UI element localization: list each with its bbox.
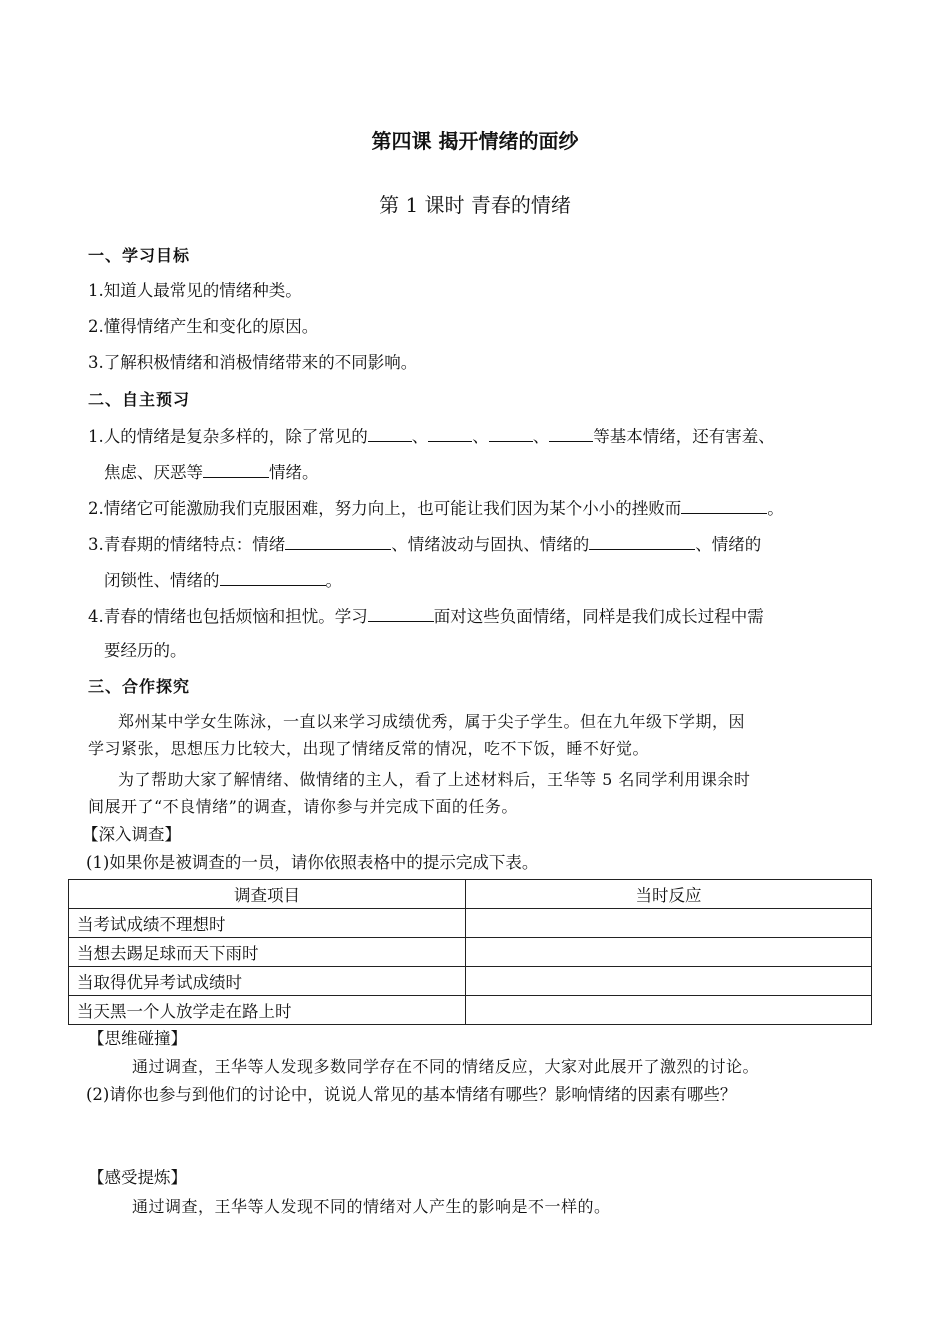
- answer-blank[interactable]: [368, 603, 434, 622]
- question-text: 焦虑、厌恶等: [104, 463, 203, 482]
- goal-item: 1.知道人最常见的情绪种类。: [88, 281, 302, 300]
- preview-question-3: [88, 531, 761, 557]
- answer-blank[interactable]: [489, 423, 533, 442]
- table-row: [69, 938, 872, 967]
- survey-table: [68, 879, 872, 1025]
- table-cell-reaction[interactable]: [466, 967, 872, 996]
- preview-question-1: [88, 423, 775, 449]
- table-cell-item: 当想去踢足球而天下雨时: [69, 938, 466, 967]
- tag-feeling-refine: 【感受提炼】: [88, 1168, 187, 1187]
- answer-blank[interactable]: [220, 567, 326, 586]
- question-text: 2.情绪它可能激励我们克服困难，努力向上，也可能让我们因为某个小小的挫败而: [88, 499, 682, 518]
- table-cell-reaction[interactable]: [466, 938, 872, 967]
- discussion-paragraph: 通过调查，王华等人发现多数同学存在不同的情绪反应，大家对此展开了激烈的讨论。: [132, 1057, 760, 1076]
- table-row: [69, 967, 872, 996]
- table-header-item: 调查项目: [69, 880, 466, 909]
- lesson-subtitle: 第 1 课时 青春的情绪: [379, 193, 571, 217]
- question-text: 4.青春的情绪也包括烦恼和担忧。学习: [88, 607, 368, 626]
- answer-blank[interactable]: [203, 459, 269, 478]
- table-cell-item: 当取得优异考试成绩时: [69, 967, 466, 996]
- case-paragraph-line: 郑州某中学女生陈泳，一直以来学习成绩优秀，属于尖子学生。但在九年级下学期，因: [118, 712, 746, 731]
- answer-blank[interactable]: [428, 423, 472, 442]
- question-text: 面对这些负面情绪，同样是我们成长过程中需: [433, 607, 764, 626]
- question-text: 、情绪波动与固执、情绪的: [391, 535, 590, 554]
- case-paragraph-line: 为了帮助大家了解情绪、做情绪的主人，看了上述材料后，王华等 5 名同学利用课余时: [118, 770, 751, 789]
- section-heading-preview: 二、自主预习: [88, 390, 191, 409]
- goal-item: 3.了解积极情绪和消极情绪带来的不同影响。: [88, 353, 418, 372]
- table-row: [69, 909, 872, 938]
- separator: 、: [411, 427, 429, 446]
- preview-question-4-cont: 要经历的。: [104, 641, 187, 660]
- separator: 、: [532, 427, 550, 446]
- table-cell-reaction[interactable]: [466, 996, 872, 1025]
- question-text: 、情绪的: [695, 535, 762, 554]
- answer-blank[interactable]: [285, 531, 391, 550]
- question-text: 1.人的情绪是复杂多样的，除了常见的: [88, 427, 368, 446]
- table-cell-item: 当考试成绩不理想时: [69, 909, 466, 938]
- section-heading-explore: 三、合作探究: [88, 677, 191, 696]
- question-text: 闭锁性、情绪的: [104, 571, 220, 590]
- question-text: 。: [767, 499, 784, 518]
- preview-question-2: [88, 495, 784, 521]
- lesson-title: 第四课 揭开情绪的面纱: [371, 129, 579, 153]
- table-cell-item: 当天黑一个人放学走在路上时: [69, 996, 466, 1025]
- answer-blank[interactable]: [681, 495, 767, 514]
- question-text: 。: [325, 571, 342, 590]
- section-heading-goals: 一、学习目标: [88, 246, 191, 265]
- table-row: [69, 996, 872, 1025]
- question-text: 等基本情绪，还有害羞、: [593, 427, 775, 446]
- answer-blank[interactable]: [589, 531, 695, 550]
- answer-blank[interactable]: [368, 423, 412, 442]
- survey-question-2: (2)请你也参与到他们的讨论中，说说人常见的基本情绪有哪些？影响情绪的因素有哪些？: [86, 1085, 737, 1104]
- tag-thinking-collision: 【思维碰撞】: [88, 1029, 187, 1048]
- question-text: 3.青春期的情绪特点：情绪: [88, 535, 286, 554]
- separator: 、: [472, 427, 489, 446]
- preview-question-1-cont: [104, 459, 319, 485]
- answer-blank[interactable]: [549, 423, 593, 442]
- survey-question-1: (1)如果你是被调查的一员，请你依照表格中的提示完成下表。: [86, 853, 539, 872]
- table-header-reaction: 当时反应: [466, 880, 872, 909]
- table-cell-reaction[interactable]: [466, 909, 872, 938]
- goal-item: 2.懂得情绪产生和变化的原因。: [88, 317, 319, 336]
- tag-deep-survey: 【深入调查】: [82, 825, 181, 844]
- question-text: 情绪。: [269, 463, 319, 482]
- case-paragraph-line: 间展开了“不良情绪”的调查，请你参与并完成下面的任务。: [88, 797, 518, 816]
- summary-paragraph: 通过调查，王华等人发现不同的情绪对人产生的影响是不一样的。: [132, 1197, 611, 1216]
- preview-question-4: [88, 603, 764, 629]
- preview-question-3-cont: [104, 567, 342, 593]
- case-paragraph-line: 学习紧张，思想压力比较大，出现了情绪反常的情况，吃不下饭，睡不好觉。: [88, 739, 650, 758]
- table-header-row: [69, 880, 872, 909]
